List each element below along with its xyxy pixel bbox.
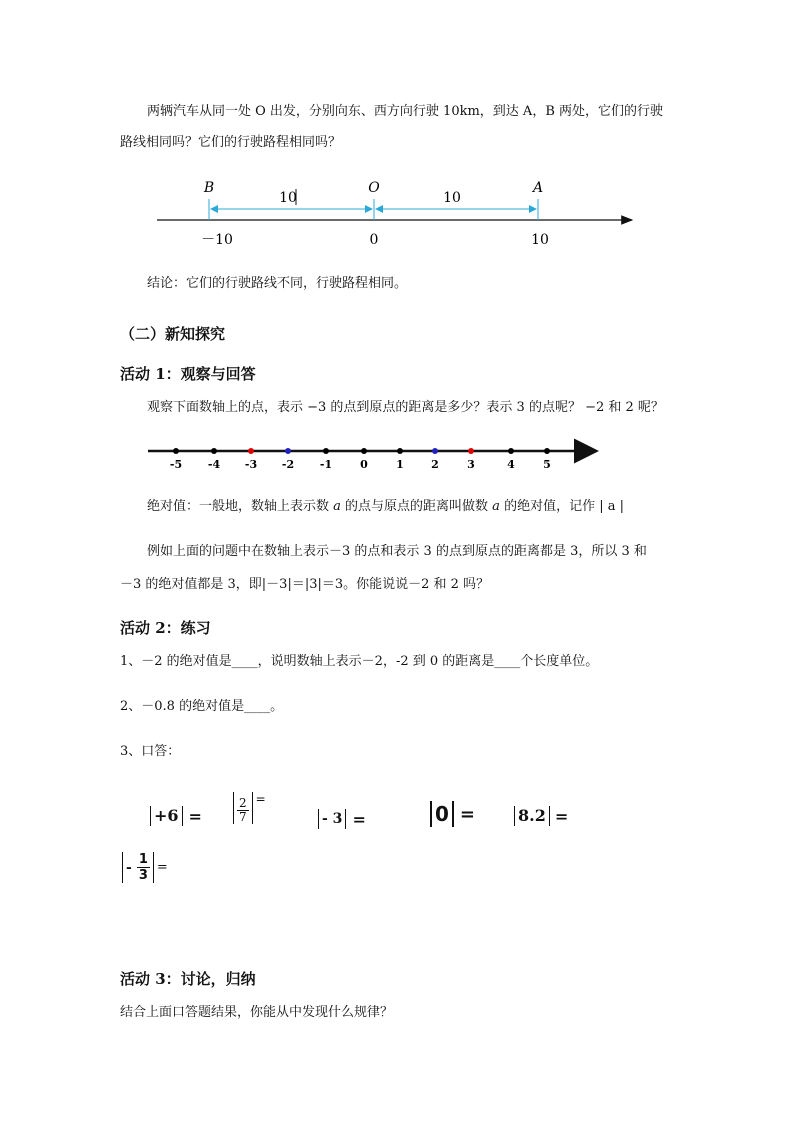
fraction-denominator: 7	[239, 810, 247, 824]
activity-3-title: 活动 3：讨论，归纳	[120, 970, 256, 988]
number-line-dot	[361, 448, 367, 454]
absolute-value-definition	[147, 498, 624, 516]
segment-oa-label: 10	[443, 190, 461, 206]
intro-line-1: 两辆汽车从同一处 O 出发，分别向东、西方向行驶 10km，到达 A，B 两处，它们的行驶	[147, 104, 664, 119]
minus-sign: -	[126, 859, 132, 876]
number-line-tick-label: -4	[207, 458, 221, 471]
expr-equals: =	[352, 809, 366, 829]
expr-abs-minus-3-value: - 3	[318, 809, 346, 829]
value-a: 10	[531, 232, 549, 248]
point-label-b: B	[203, 180, 215, 196]
number-line-tick-label: 4	[507, 458, 515, 471]
number-line-tick-label: -3	[244, 458, 258, 471]
number-line-dot	[323, 448, 329, 454]
number-line-dot	[397, 448, 403, 454]
value-o: 0	[369, 232, 379, 248]
expr-abs-minus-one-third	[122, 852, 168, 883]
definition-variable-a: a	[333, 499, 341, 514]
expr-equals: =	[554, 806, 569, 826]
intro-line-2: 路线相同吗？它们的行驶路程相同吗？	[120, 135, 342, 150]
fraction-numerator: 1	[138, 852, 148, 867]
activity-1-question: 观察下面数轴上的点，表示 −3 的点到原点的距离是多少？表示 3 的点呢？ −2 和 2 呢？	[147, 400, 664, 415]
number-line-tick-label: 5	[543, 458, 551, 471]
expr-abs-zero-value: 0	[430, 801, 454, 827]
section-heading-new-knowledge: （二）新知探究	[120, 325, 226, 343]
number-line-tick-label: 0	[360, 458, 368, 471]
expr-abs-8-2-value: 8.2	[514, 806, 550, 826]
example-line-1: 例如上面的问题中在数轴上表示－3 的点和表示 3 的点到原点的距离都是 3，所以 3 和	[147, 544, 647, 559]
activity-1-title: 活动 1：观察与回答	[120, 365, 256, 383]
fraction-numerator: 2	[239, 796, 247, 810]
activity-2-title: 活动 2：练习	[120, 619, 211, 637]
number-line-dot	[211, 448, 217, 454]
number-line-dot	[508, 448, 514, 454]
number-line-tick-label: -5	[169, 458, 183, 471]
expr-abs-plus-6	[150, 806, 202, 826]
number-line-tick-label: -1	[319, 458, 333, 471]
segment-bo-label: 10	[279, 190, 297, 206]
number-line-tick-label: 3	[467, 458, 475, 471]
definition-suffix: 的绝对值，记作 | a |	[499, 499, 624, 514]
expr-abs-plus-6-value: +6	[150, 806, 183, 826]
number-line-tick-label: -2	[281, 458, 295, 471]
distance-diagram	[0, 175, 794, 255]
number-line-dot	[468, 448, 474, 454]
number-line	[0, 435, 794, 485]
number-line-dot	[544, 448, 550, 454]
exercise-1: 1、－2 的绝对值是____，说明数轴上表示－2，-2 到 0 的距离是____个长度单位。	[120, 654, 599, 669]
number-line-dot	[173, 448, 179, 454]
expr-abs-two-sevenths	[233, 792, 266, 824]
expr-equals: =	[156, 860, 168, 875]
expr-equals: =	[255, 792, 266, 806]
point-label-a: A	[532, 180, 544, 196]
expr-abs-minus-3	[318, 809, 366, 829]
expr-equals: =	[188, 806, 202, 826]
definition-variable-a-2: a	[492, 499, 500, 514]
fraction-denominator: 3	[138, 868, 148, 883]
expr-abs-two-sevenths-bars	[233, 792, 253, 824]
conclusion-text: 结论：它们的行驶路线不同，行驶路程相同。	[147, 276, 408, 291]
exercise-2: 2、－0.8 的绝对值是____。	[120, 699, 284, 714]
example-line-2: －3 的绝对值都是 3，即|－3|＝|3|＝3。你能说说－2 和 2 吗？	[120, 577, 490, 592]
definition-prefix: 绝对值：一般地，数轴上表示数	[147, 499, 334, 514]
number-line-tick-label: 2	[431, 458, 439, 471]
expr-abs-8-2	[514, 806, 568, 826]
expr-abs-zero	[430, 801, 475, 827]
number-line-dot	[432, 448, 438, 454]
number-line-tick-label: 1	[396, 458, 404, 471]
fraction-two-sevenths	[237, 797, 249, 824]
activity-3-question: 结合上面口答题结果，你能从中发现什么规律？	[120, 1005, 394, 1020]
point-label-o: O	[368, 180, 380, 196]
number-line-dot	[248, 448, 254, 454]
definition-middle: 的点与原点的距离叫做数	[340, 499, 493, 514]
expr-equals: =	[459, 803, 476, 825]
expr-abs-minus-one-third-bars	[122, 852, 154, 883]
exercise-3: 3、口答：	[120, 744, 181, 759]
value-b: －10	[201, 232, 233, 248]
fraction-one-third	[137, 852, 150, 883]
number-line-dot	[285, 448, 291, 454]
